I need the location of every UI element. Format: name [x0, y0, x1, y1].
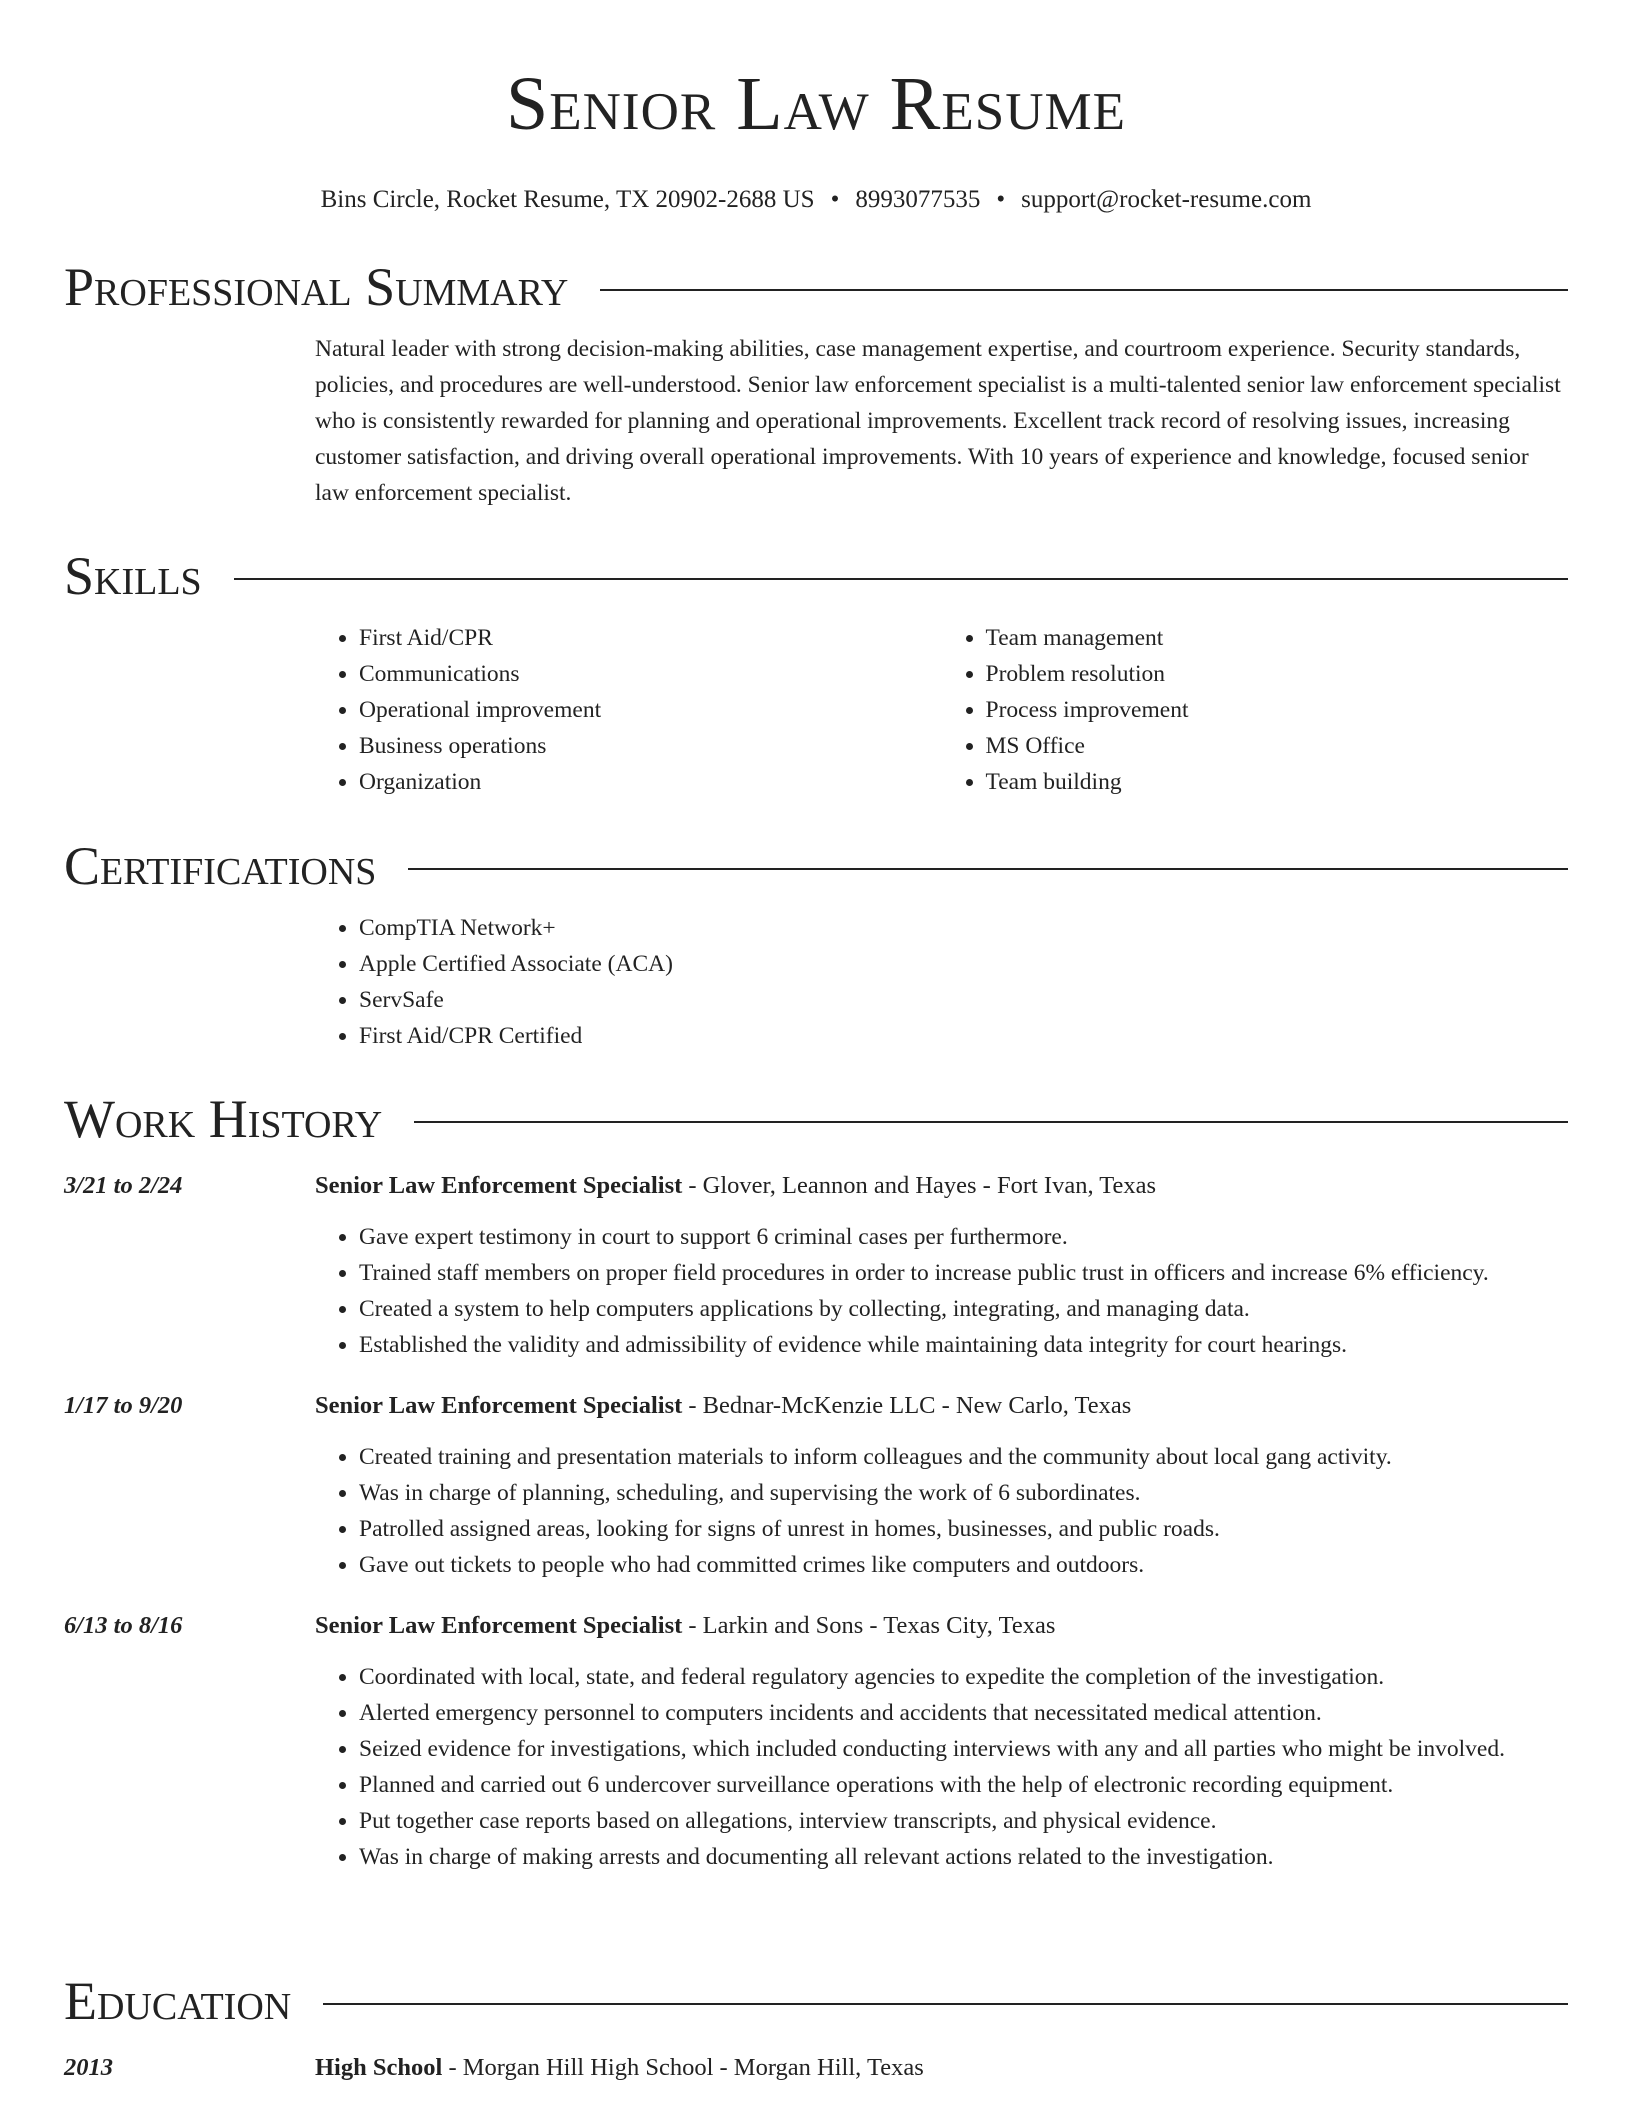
skills-list-left — [315, 620, 942, 800]
job-dates: 6/13 to 8/16 — [64, 1612, 183, 1639]
certifications-list — [315, 910, 1568, 1054]
education-school: - Morgan Hill High School - Morgan Hill, Texas — [442, 2054, 924, 2081]
job-title: Senior Law Enforcement Specialist — [315, 1392, 683, 1419]
job-entry — [64, 1610, 1568, 1875]
job-employer: - Bednar-McKenzie LLC - New Carlo, Texas — [682, 1392, 1132, 1419]
section-header — [64, 543, 1568, 609]
section-divider — [234, 578, 1568, 580]
job-bullet: • Seized evidence for investigations, which included conducting interviews with any and all parties who might be involved. — [359, 1731, 1568, 1767]
job-employer: - Glover, Leannon and Hayes - Fort Ivan, Texas — [682, 1172, 1157, 1199]
contact-phone: 8993077535 — [855, 186, 981, 213]
education-entry — [64, 2052, 1568, 2084]
certification-item: • First Aid/CPR Certified — [359, 1018, 1568, 1054]
skill-item: • Communications — [359, 656, 942, 692]
education-year: 2013 — [64, 2054, 113, 2081]
skill-item: • Operational improvement — [359, 692, 942, 728]
job-bullet: • Put together case reports based on allegations, interview transcripts, and physical evidence. — [359, 1803, 1568, 1839]
skills-heading: Skills — [64, 546, 202, 606]
contact-address: Bins Circle, Rocket Resume, TX 20902-2688 US — [320, 186, 815, 213]
job-bullet: • Created training and presentation materials to inform colleagues and the community about local gang activity. — [359, 1439, 1568, 1475]
certifications-heading: Certifications — [64, 836, 377, 896]
summary-section — [64, 254, 1568, 511]
certification-item: • CompTIA Network+ — [359, 910, 1568, 946]
job-bullets — [315, 1439, 1568, 1583]
skill-item: • Team building — [986, 764, 1569, 800]
work-history-heading: Work History — [64, 1089, 383, 1149]
job-bullet: • Was in charge of making arrests and documenting all relevant actions related to the investigation. — [359, 1839, 1568, 1875]
job-bullet: • Coordinated with local, state, and federal regulatory agencies to expedite the completion of the investigation. — [359, 1659, 1568, 1695]
job-title: Senior Law Enforcement Specialist — [315, 1172, 683, 1199]
job-bullet: • Gave expert testimony in court to support 6 criminal cases per furthermore. — [359, 1219, 1568, 1255]
job-header — [64, 1170, 1568, 1202]
skills-list-right — [942, 620, 1569, 800]
job-bullet: • Established the validity and admissibility of evidence while maintaining data integrity for court hearings. — [359, 1327, 1568, 1363]
skill-item: • Process improvement — [986, 692, 1569, 728]
section-divider — [408, 868, 1568, 870]
section-divider — [600, 289, 1568, 291]
job-bullets — [315, 1219, 1568, 1363]
contact-email: support@rocket-resume.com — [1021, 186, 1312, 213]
summary-text: Natural leader with strong decision-making abilities, case management expertise, and courtroom experience. Security standards, policies, and procedures are well-understood. Senior law enforcement specialist is a multi-talented senior law enforcement specialist who is consistently rewarded for planning and operational improvements. Excellent track record of resolving issues, increasing customer satisfaction, and driving overall operational improvements. With 10 years of experience and knowledge, focused senior law enforcement specialist. — [315, 336, 1561, 506]
skill-item: • Problem resolution — [986, 656, 1569, 692]
education-degree: High School — [315, 2054, 443, 2081]
job-bullet: • Was in charge of planning, scheduling, and supervising the work of 6 subordinates. — [359, 1475, 1568, 1511]
section-header — [64, 1086, 1568, 1152]
work-history-section — [64, 1086, 1568, 1875]
certification-item: • ServSafe — [359, 982, 1568, 1018]
section-header — [64, 254, 1568, 320]
job-dates: 1/17 to 9/20 — [64, 1392, 183, 1419]
job-bullet: • Planned and carried out 6 undercover surveillance operations with the help of electronic recording equipment. — [359, 1767, 1568, 1803]
contact-line — [64, 184, 1568, 216]
skill-item: • First Aid/CPR — [359, 620, 942, 656]
section-divider — [323, 2003, 1568, 2005]
job-entry — [64, 1390, 1568, 1583]
job-bullet: • Gave out tickets to people who had committed crimes like computers and outdoors. — [359, 1547, 1568, 1583]
skill-item: • MS Office — [986, 728, 1569, 764]
job-header — [64, 1610, 1568, 1642]
job-bullet: • Alerted emergency personnel to computers incidents and accidents that necessitated medical attention. — [359, 1695, 1568, 1731]
job-bullets — [315, 1659, 1568, 1875]
section-header — [64, 1968, 1568, 2034]
skill-item: • Team management — [986, 620, 1569, 656]
job-dates: 3/21 to 2/24 — [64, 1172, 183, 1199]
certifications-section — [64, 833, 1568, 1054]
job-employer: - Larkin and Sons - Texas City, Texas — [682, 1612, 1056, 1639]
skill-item: • Organization — [359, 764, 942, 800]
education-heading: Education — [64, 1971, 292, 2031]
skills-section — [64, 543, 1568, 800]
job-header — [64, 1390, 1568, 1422]
summary-heading: Professional Summary — [64, 257, 569, 317]
contact-separator: • — [830, 186, 840, 213]
job-entry — [64, 1170, 1568, 1363]
education-section — [64, 1968, 1568, 2084]
job-title: Senior Law Enforcement Specialist — [315, 1612, 683, 1639]
certification-item: • Apple Certified Associate (ACA) — [359, 946, 1568, 982]
section-header — [64, 833, 1568, 899]
job-bullet: • Patrolled assigned areas, looking for signs of unrest in homes, businesses, and public roads. — [359, 1511, 1568, 1547]
contact-separator: • — [996, 186, 1006, 213]
skill-item: • Business operations — [359, 728, 942, 764]
resume-title: Senior Law Resume — [506, 62, 1126, 146]
section-divider — [414, 1121, 1568, 1123]
job-bullet: • Created a system to help computers applications by collecting, integrating, and managing data. — [359, 1291, 1568, 1327]
skills-columns — [315, 620, 1568, 800]
job-bullet: • Trained staff members on proper field procedures in order to increase public trust in officers and increase 6% efficiency. — [359, 1255, 1568, 1291]
